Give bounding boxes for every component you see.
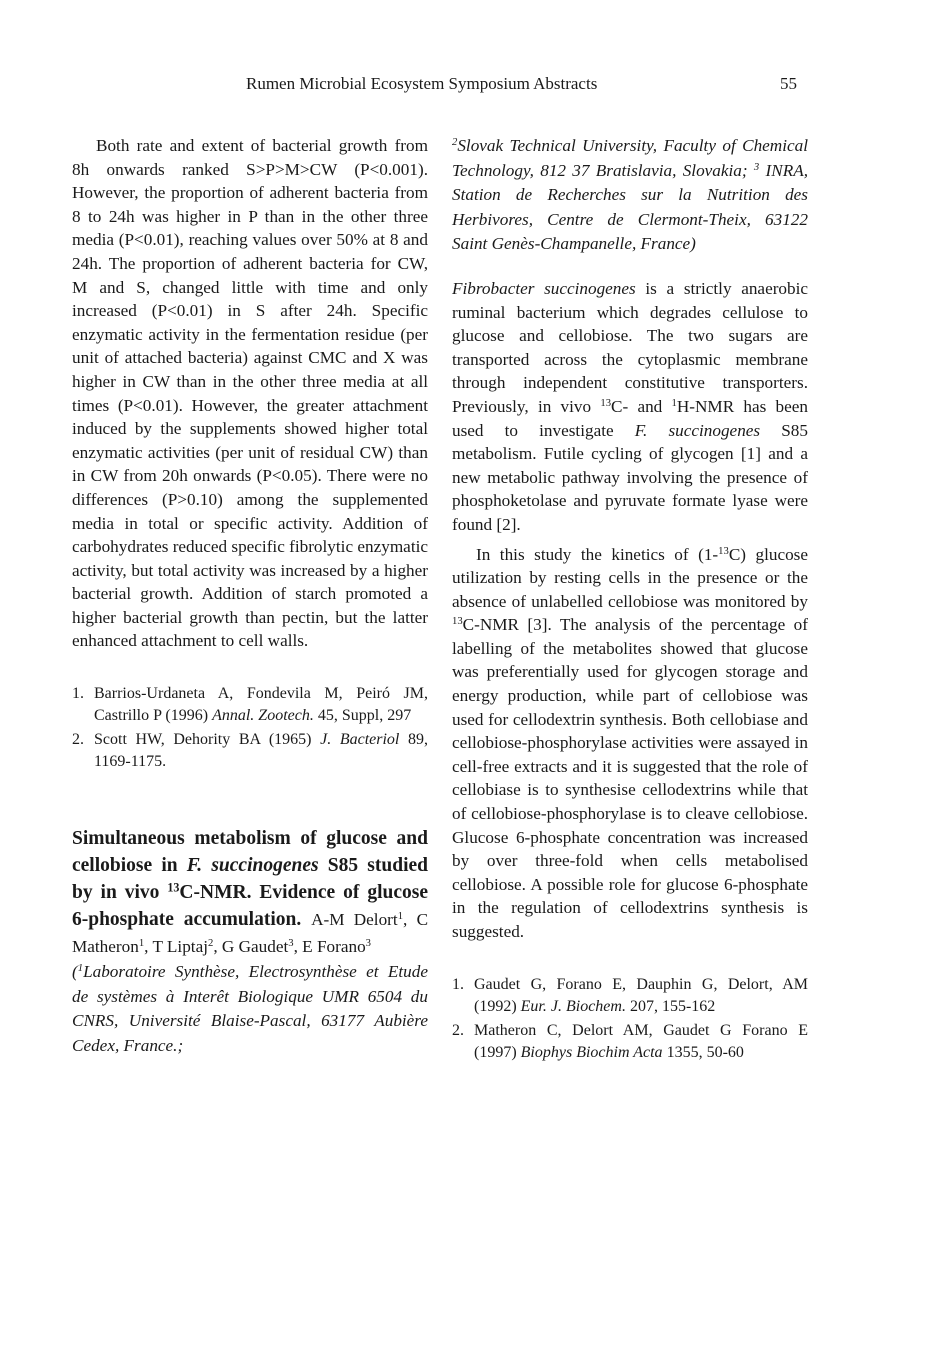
reference-item [72,729,428,773]
reference-authors: Barrios-Urdaneta A, Fondevila M, Peiró JM, Castrillo P (1996) [94,685,428,725]
body-text: C) glucose utilization by resting cells in the presence or the absence of unlabelled cellobiose was monitored by [452,544,808,611]
affiliation-text: INRA, Station de Recherches sur la Nutrition des Herbivores, Centre de Clermont-Theix, 63122 Saint Genès-Champanelle, France) [452,160,808,254]
author-affiliation-mark: 1 [397,911,404,923]
author: , E Forano [293,937,366,957]
affiliation [452,134,808,257]
isotope-mark: 1 [671,398,677,410]
reference-list [72,683,428,773]
reference-journal: J. Bacteriol [320,731,400,749]
affiliation-mark: 2 [452,137,458,149]
body-paragraph [452,543,808,944]
body-paragraph: Both rate and extent of bacterial growth from 8h onwards ranked S>P>M>CW (P<0.001). However, the proportion of adherent bacteria from 8 to 24h was higher in P than in the other three media (P<0.01), reaching values over 50% at 8 and 24h. The proportion of adherent bacteria for CW, M and S, changed little with time and only increased (P<0.01) in S after 24h. Specific enzymatic activity in the fermentation residue (per unit of attached bacteria) against CMC and X was higher in CW than in the other three media at all times (P<0.01). However, the greater attachment induced by the supplements showed higher total enzymatic activities (per unit of residual CW) than in CW from 20h onwards (P<0.05). There were no differences (P>0.10) among the supplemented media in total or specific activity. Addition of carbohydrates reduced specific fibrolytic enzymatic activity, but total activity was increased by a higher bacterial growth. Addition of starch promoted a higher bacterial growth than pectin, but the latter enhanced attachment to cell walls. [72,136,428,651]
species-name: F. succinogenes [634,420,761,440]
body-text: H-NMR has been used to investigate [452,396,808,440]
author: A-M Delort [311,910,398,930]
species-name: Fibrobacter succinogenes [452,278,636,298]
reference-volume: 207, 155-162 [625,997,716,1015]
body-text: C-NMR [3]. The analysis of the percentage of labelling of the metabolites showed that glucose was preferentially used for glycogen storage and energy production, while part of cellobiose was used for cellodextrin synthesis. Both cellobiase and cellobiose-phosphorylase activities were assayed in cell-free extracts and it is suggested that the role of cellobiase is to synthesise cellodextrins while that of cellobiose-phosphorylase is to cleave cellobiose. Glucose 6-phosphate concentration was increased by over three-fold when cells metabolised cellobiose. A possible role for glucose 6-phosphate in the regulation of cellodextrins synthesis is suggested. [452,615,808,941]
title-text: Simultaneous metabolism of glucose and cellobiose in [72,828,428,877]
body-text: In this study the kinetics of (1- [476,544,719,564]
author: , G Gaudet [213,937,289,957]
reference-item [452,1020,808,1064]
body-text: is a strictly anaerobic ruminal bacterium which degrades cellulose to glucose and cellobiose. The two sugars are transported across the cytoplasmic membrane through independent constitutive transporters. Previously, in vivo [452,278,809,416]
running-title: Rumen Microbial Ecosystem Symposium Abstracts [246,74,598,93]
reference-number: 2. [452,1021,464,1039]
section-gap [452,257,808,277]
right-column [452,134,808,1066]
reference-journal: Eur. J. Biochem. [520,997,626,1015]
affiliation-mark: 3 [753,161,760,173]
reference-authors: Gaudet G, Forano E, Dauphin G, Delort, AM (1992) [474,975,808,1015]
reference-authors: Matheron C, Delort AM, Gaudet G Forano E (1997) [474,1021,808,1061]
isotope-mark: 13 [452,616,463,628]
reference-item [452,974,808,1018]
abstract-title [72,825,428,960]
left-column [72,134,428,1058]
body-paragraph [452,277,808,537]
reference-number: 1. [452,975,464,993]
body-text: S85 metabolism. Futile cycling of glycogen [1] and a new metabolic pathway involving the presence of phosphoketolase and pyruvate formate lyase were found [2]. [452,420,808,534]
body-text: C- and [611,396,672,416]
page-number: 55 [780,74,797,93]
isotope-mark: 13 [600,398,612,410]
title-species: F. succinogenes [186,855,319,877]
title-text: S85 studied by in vivo [72,855,428,904]
running-header [0,74,930,98]
reference-list [452,974,808,1064]
isotope-mark: 13 [718,545,729,557]
reference-number: 2. [72,731,84,749]
author-affiliation-mark: 3 [365,938,371,950]
reference-number: 1. [72,685,84,703]
title-text: C-NMR. Evidence of glucose 6-phosphate accumulation. [72,882,428,931]
author: , C Matheron [72,910,429,957]
section-gap [72,775,428,803]
reference-volume: 89, 1169-1175. [94,731,429,771]
affiliation-text: Slovak Technical University, Faculty of Chemical Technology, 812 37 Bratislavia, Slovakia; [452,136,808,180]
reference-journal: Biophys Biochim Acta [520,1043,663,1061]
reference-journal: Annal. Zootech. [212,707,314,725]
author-affiliation-mark: 1 [138,938,145,950]
reference-volume: 1355, 50-60 [662,1043,744,1061]
affiliation-text: Laboratoire Synthèse, Electrosynthèse et Etude de systèmes à Interêt Biologique UMR 6504 du CNRS, Université Blaise-Pascal, 63177 Aubière Cedex, France.; [72,962,428,1055]
affiliation-mark: 1 [77,963,84,975]
author: , T Liptaj [144,937,208,957]
reference-volume: 45, Suppl, 297 [313,707,412,725]
title-isotope: 13 [167,880,180,895]
reference-item [72,683,428,727]
author-affiliation-mark: 3 [288,938,294,950]
reference-authors: Scott HW, Dehority BA (1965) [94,731,321,749]
affiliation: ($^1$Laboratoire Synthèse, Electrosynthèse et Etude de systèmes à Interêt Biologique UMR 6504 du CNRS, Université Blaise-Pascal, 63177 Aubière Cedex, France.; [72,962,428,1055]
author-affiliation-mark: 2 [207,938,214,950]
